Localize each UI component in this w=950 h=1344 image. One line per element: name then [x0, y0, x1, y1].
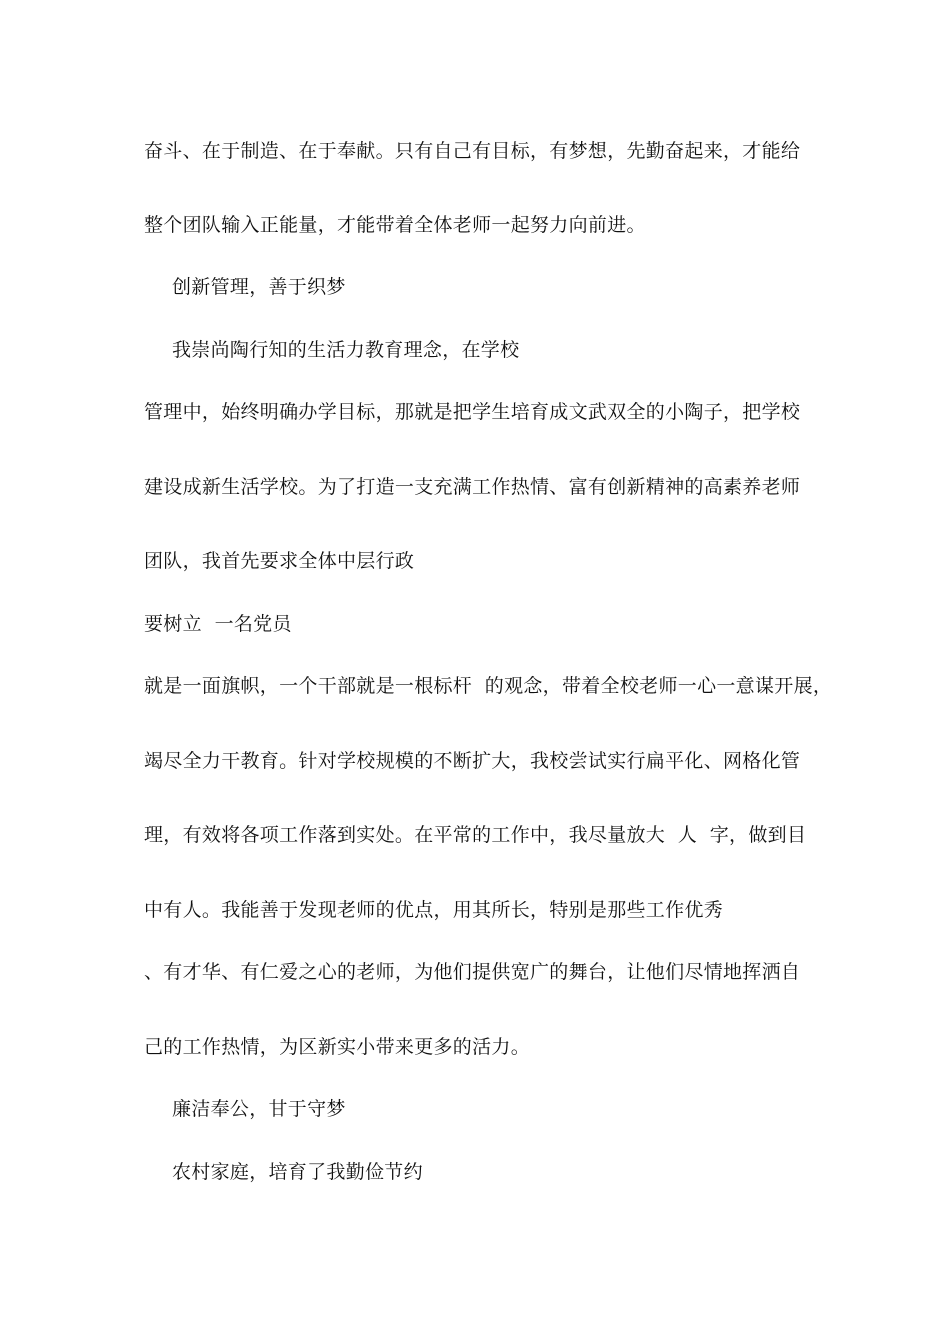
paragraph-line-2: 整个团队输入正能量，才能带着全体老师一起努力向前进。 — [144, 214, 646, 236]
paragraph-line-10: 竭尽全力干教育。针对学校规模的不断扩大，我校尝试实行扁平化、网格化管 — [144, 750, 801, 772]
paragraph-line-6: 建设成新生活学校。为了打造一支充满工作热情、富有创新精神的高素养老师 — [144, 476, 801, 498]
paragraph-line-9: 就是一面旗帜，一个干部就是一根标杆 的观念，带着全校老师一心一意谋开展， — [144, 675, 833, 697]
paragraph-line-13: 、有才华、有仁爱之心的老师，为他们提供宽广的舞台，让他们尽情地挥洒自 — [144, 961, 801, 983]
paragraph-line-1: 奋斗、在于制造、在于奉献。只有自己有目标，有梦想，先勤奋起来，才能给 — [144, 140, 801, 162]
paragraph-line-16: 农村家庭，培育了我勤俭节约 — [172, 1161, 423, 1183]
paragraph-line-12: 中有人。我能善于发现老师的优点，用其所长，特别是那些工作优秀 — [144, 899, 724, 921]
section-heading-innovation: 创新管理，善于织梦 — [172, 276, 346, 298]
paragraph-line-8: 要树立 一名党员 — [144, 613, 292, 635]
paragraph-line-4: 我崇尚陶行知的生活力教育理念，在学校 — [172, 339, 520, 361]
paragraph-line-7: 团队，我首先要求全体中层行政 — [144, 550, 415, 572]
paragraph-line-5: 管理中，始终明确办学目标，那就是把学生培育成文武双全的小陶子，把学校 — [144, 401, 801, 423]
section-heading-integrity: 廉洁奉公，甘于守梦 — [172, 1098, 346, 1120]
paragraph-line-14: 己的工作热情，为区新实小带来更多的活力。 — [144, 1036, 531, 1058]
paragraph-line-11: 理，有效将各项工作落到实处。在平常的工作中，我尽量放大 人 字，做到目 — [144, 824, 807, 846]
